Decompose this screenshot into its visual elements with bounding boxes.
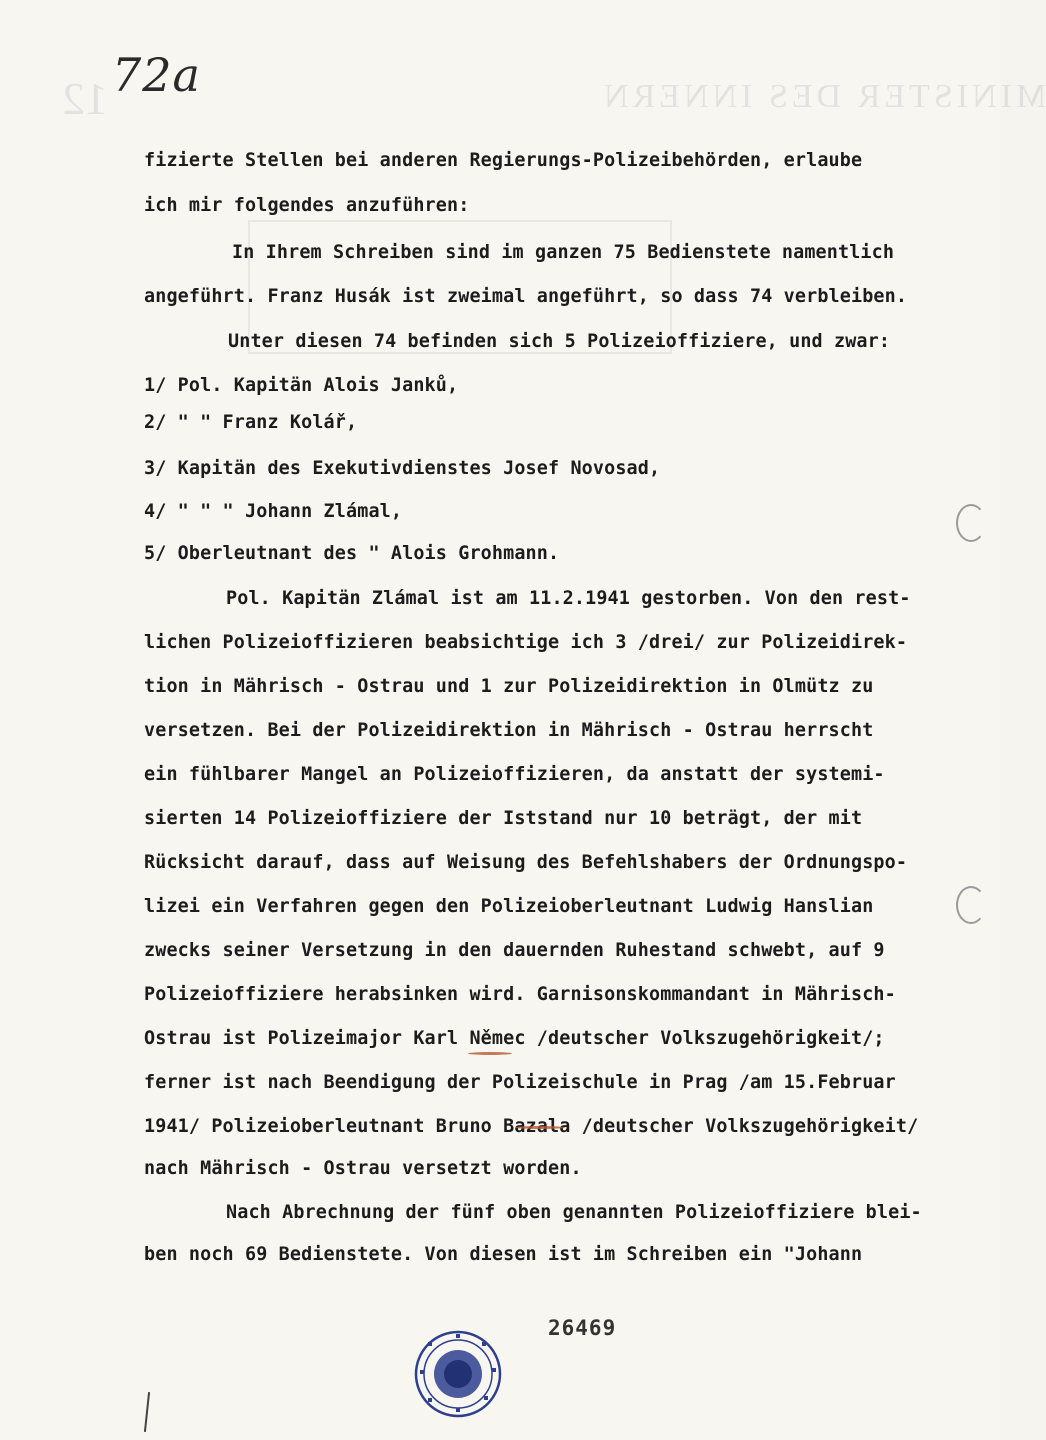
body-line: lichen Polizeioffizieren beabsichtige ich 3 /drei/ zur Polizeidirek- bbox=[144, 632, 908, 653]
body-line: ferner ist nach Beendigung der Polizeischule in Prag /am 15.Februar bbox=[144, 1072, 896, 1093]
red-pencil-underline bbox=[515, 1126, 565, 1129]
body-line: In Ihrem Schreiben sind im ganzen 75 Bedienstete namentlich bbox=[232, 242, 895, 263]
list-item: 3/ Kapitän des Exekutivdienstes Josef Novosad, bbox=[144, 458, 661, 479]
document-number: 26469 bbox=[548, 1316, 617, 1340]
body-line: ich mir folgendes anzuführen: bbox=[144, 195, 470, 216]
body-line: Ostrau ist Polizeimajor Karl Němec /deutscher Volkszugehörigkeit/; bbox=[144, 1028, 885, 1049]
list-item: 2/ " " Franz Kolář, bbox=[144, 412, 358, 433]
body-line: fizierte Stellen bei anderen Regierungs-Polizeibehörden, erlaube bbox=[144, 150, 863, 171]
body-line: nach Mährisch - Ostrau versetzt worden. bbox=[144, 1158, 582, 1179]
handwritten-page-note: 72a bbox=[112, 48, 201, 102]
body-line: versetzen. Bei der Polizeidirektion in Mährisch - Ostrau herrscht bbox=[144, 720, 874, 741]
red-pencil-underline bbox=[468, 1052, 512, 1055]
body-line: 1941/ Polizeioberleutnant Bruno Bazala /deutscher Volkszugehörigkeit/ bbox=[144, 1116, 919, 1137]
body-line: Unter diesen 74 befinden sich 5 Polizeioffiziere, und zwar: bbox=[228, 331, 891, 352]
list-item: 4/ " " " Johann Zlámal, bbox=[144, 501, 403, 522]
body-line: lizei ein Verfahren gegen den Polizeioberleutnant Ludwig Hanslian bbox=[144, 896, 874, 917]
list-item: 5/ Oberleutnant des " Alois Grohmann. bbox=[144, 543, 560, 564]
list-item: 1/ Pol. Kapitän Alois Janků, bbox=[144, 375, 459, 396]
body-line: Rücksicht darauf, dass auf Weisung des Befehlshabers der Ordnungspo- bbox=[144, 852, 908, 873]
archive-stamp-icon bbox=[412, 1328, 504, 1420]
body-line: tion in Mährisch - Ostrau und 1 zur Polizeidirektion in Olmütz zu bbox=[144, 676, 874, 697]
bleed-through-letterhead: MINISTER DES INNERN bbox=[600, 78, 1046, 115]
body-line: Nach Abrechnung der fünf oben genannten Polizeioffiziere blei- bbox=[226, 1202, 922, 1223]
punch-hole bbox=[956, 886, 986, 924]
body-line: Pol. Kapitän Zlámal ist am 11.2.1941 gestorben. Von den rest- bbox=[226, 588, 911, 609]
body-line: Polizeioffiziere herabsinken wird. Garnisonskommandant in Mährisch- bbox=[144, 984, 896, 1005]
body-line: sierten 14 Polizeioffiziere der Iststand nur 10 beträgt, der mit bbox=[144, 808, 863, 829]
body-line: angeführt. Franz Husák ist zweimal angeführt, so dass 74 verbleiben. bbox=[144, 286, 908, 307]
bleed-through-page-number: 12 bbox=[62, 73, 108, 124]
body-line: zwecks seiner Versetzung in den dauernden Ruhestand schwebt, auf 9 bbox=[144, 940, 885, 961]
punch-hole bbox=[956, 504, 986, 542]
body-line: ein fühlbarer Mangel an Polizeioffizieren, da anstatt der systemi- bbox=[144, 764, 885, 785]
margin-mark bbox=[144, 1392, 150, 1432]
body-line: ben noch 69 Bedienstete. Von diesen ist im Schreiben ein "Johann bbox=[144, 1244, 863, 1265]
